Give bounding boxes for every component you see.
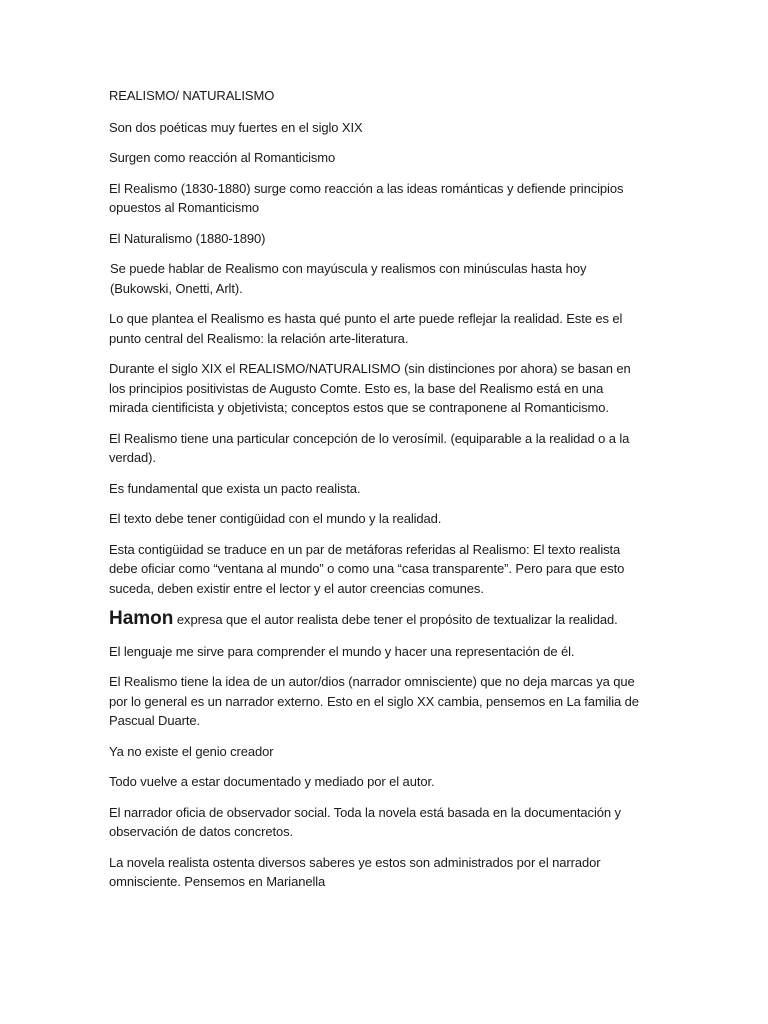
- paragraph: Todo vuelve a estar documentado y mediado por el autor.: [109, 774, 435, 789]
- paragraph: El Realismo (1830-1880) surge como reacción a las ideas románticas y defiende principios opuestos al Romanticismo: [109, 180, 624, 215]
- paragraph: Surgen como reacción al Romanticismo: [109, 150, 336, 165]
- paragraph: El Realismo tiene la idea de un autor/dios (narrador omnisciente) que no deja marcas ya que por lo general es un narrador externo. Esto en el siglo XX cambia, pensemos en La familia de Pascual Duarte.: [109, 674, 639, 728]
- paragraph: El lenguaje me sirve para comprender el mundo y hacer una representación de él.: [109, 643, 575, 659]
- paragraph: Esta contigüidad se traduce en un par de metáforas referidas al Realismo: El texto realista debe oficiar como “ventana al mundo” o como una “casa transparente”. Pero para que esto suceda, deben existir entre el lector y el autor creencias comunes.: [109, 541, 625, 596]
- document-title: REALISMO/ NATURALISMO: [109, 88, 275, 103]
- paragraph: Son dos poéticas muy fuertes en el siglo XIX: [109, 119, 363, 135]
- paragraph: El Naturalismo (1880-1890): [109, 230, 266, 246]
- hamon-text: expresa que el autor realista debe tener el propósito de textualizar la realidad.: [173, 612, 618, 627]
- paragraph: Lo que plantea el Realismo es hasta qué punto el arte puede reflejar la realidad. Este es el punto central del Realismo: la relación arte-literatura.: [109, 311, 623, 346]
- hamon-paragraph: [109, 609, 639, 630]
- hamon-name: Hamon: [109, 608, 174, 629]
- paragraph: Ya no existe el genio creador: [109, 743, 274, 759]
- paragraph: La novela realista ostenta diversos saberes ye estos son administrados por el narrador omnisciente. Pensemos en Marianella: [109, 854, 601, 889]
- paragraph: El texto debe tener contigüidad con el mundo y la realidad.: [109, 511, 442, 526]
- paragraph: Se puede hablar de Realismo con mayúscula y realismos con minúsculas hasta hoy (Bukowski, Onetti, Arlt).: [110, 261, 587, 296]
- paragraph: Durante el siglo XIX el REALISMO/NATURALISMO (sin distinciones por ahora) se basan en los principios positivistas de Augusto Comte. Esto es, la base del Realismo está en una mirada cientificista y objetivista; conceptos estos que se contraponene al Romanticismo.: [109, 361, 631, 415]
- paragraph: El Realismo tiene una particular concepción de lo verosímil. (equiparable a la realidad o a la verdad).: [109, 430, 630, 465]
- document-body: [109, 86, 639, 903]
- paragraph: Es fundamental que exista un pacto realista.: [109, 480, 361, 496]
- paragraph: El narrador oficia de observador social. Toda la novela está basada en la documentación y observación de datos concretos.: [109, 804, 621, 839]
